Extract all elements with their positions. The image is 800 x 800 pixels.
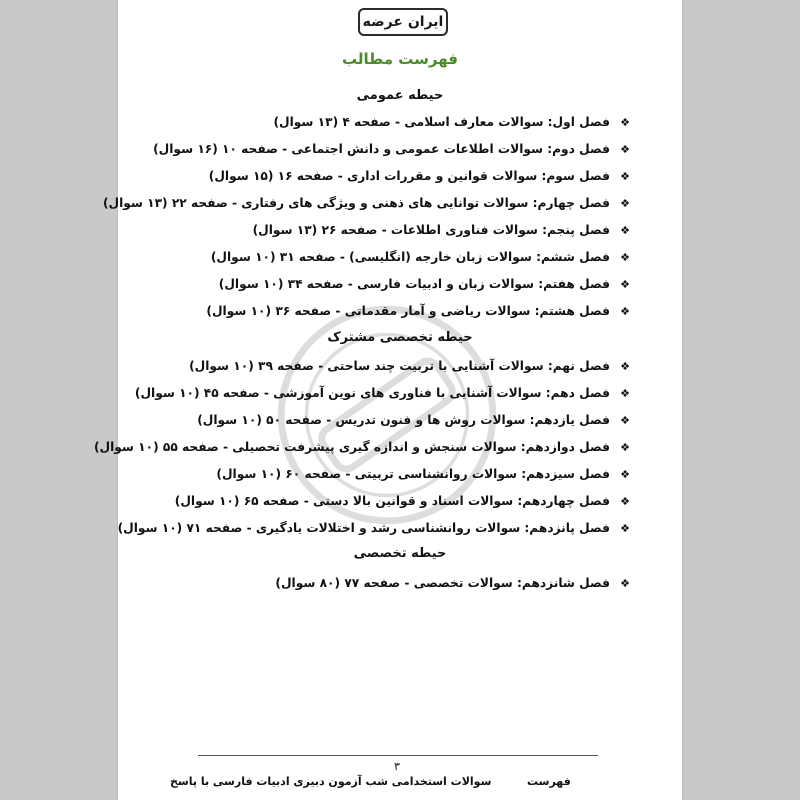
bullet-diamond-icon: ❖ [620,386,630,400]
bullet-diamond-icon: ❖ [620,196,630,210]
footer-section-label: فهرست [527,775,571,788]
toc-item[interactable] [175,491,632,511]
bullet-diamond-icon: ❖ [620,304,630,318]
brand-logo [358,8,448,36]
toc-item[interactable] [275,573,632,593]
toc-item[interactable] [118,518,632,538]
bullet-diamond-icon: ❖ [620,169,630,183]
bullet-diamond-icon: ❖ [620,115,630,129]
toc-item[interactable] [273,112,632,132]
bullet-diamond-icon: ❖ [620,223,630,237]
toc-item-label: فصل یازدهم: سوالات روش ها و فنون تدریس - صفحه ۵۰ (۱۰ سوال) [197,413,610,427]
toc-item-label: فصل چهاردهم: سوالات اسناد و قوانین بالا دستی - صفحه ۶۵ (۱۰ سوال) [174,494,610,508]
section-title-specialized: حیطه تخصصی [353,546,447,561]
toc-item-label: فصل پنجم: سوالات فناوری اطلاعات - صفحه ۲۶ (۱۳ سوال) [252,223,610,237]
toc-item[interactable] [211,247,632,267]
toc-item[interactable] [216,464,632,484]
toc-item[interactable] [153,139,632,159]
toc-item[interactable] [197,410,632,430]
page-title: فهرست مطالب [342,50,458,68]
section-title-common-specialized: حیطه تخصصی مشترک [327,330,473,345]
logo-text: ایران عرضه [362,14,444,30]
bullet-diamond-icon: ❖ [620,142,630,156]
toc-item-label: فصل سیزدهم: سوالات روانشناسی تربیتی - صفحه ۶۰ (۱۰ سوال) [216,467,610,481]
bullet-diamond-icon: ❖ [620,494,630,508]
bullet-diamond-icon: ❖ [620,467,630,481]
bullet-diamond-icon: ❖ [620,413,630,427]
toc-item-label: فصل دوم: سوالات اطلاعات عمومی و دانش اجتماعی - صفحه ۱۰ (۱۶ سوال) [153,142,610,156]
toc-item-label: فصل هشتم: سوالات ریاضی و آمار مقدماتی - صفحه ۳۶ (۱۰ سوال) [206,304,610,318]
bullet-diamond-icon: ❖ [620,277,630,291]
toc-item-label: فصل نهم: سوالات آشنایی با تربیت چند ساحتی - صفحه ۳۹ (۱۰ سوال) [189,359,610,373]
bullet-diamond-icon: ❖ [620,521,630,535]
toc-item-label: فصل هفتم: سوالات زبان و ادبیات فارسی - صفحه ۳۴ (۱۰ سوال) [218,277,610,291]
toc-item-label: فصل پانزدهم: سوالات روانشناسی رشد و اختلالات یادگیری - صفحه ۷۱ (۱۰ سوال) [117,521,610,535]
toc-item-label: فصل چهارم: سوالات توانایی های ذهنی و ویژگی های رفتاری - صفحه ۲۲ (۱۳ سوال) [102,196,610,210]
toc-item-label: فصل ششم: سوالات زبان خارجه (انگلیسی) - صفحه ۳۱ (۱۰ سوال) [210,250,610,264]
toc-item[interactable] [253,220,632,240]
section-title-general: حیطه عمومی [356,88,444,103]
footer-divider [198,755,598,756]
bullet-diamond-icon: ❖ [620,576,630,590]
toc-item-label: فصل اول: سوالات معارف اسلامی - صفحه ۴ (۱۳ سوال) [273,115,610,129]
toc-item[interactable] [209,166,632,186]
bullet-diamond-icon: ❖ [620,359,630,373]
toc-item-label: فصل سوم: سوالات قوانین و مقررات اداری - صفحه ۱۶ (۱۵ سوال) [208,169,610,183]
toc-item[interactable] [206,301,632,321]
page-number: ۳ [394,760,400,773]
toc-item[interactable] [94,437,632,457]
bullet-diamond-icon: ❖ [620,440,630,454]
toc-item[interactable] [103,193,632,213]
toc-item[interactable] [135,383,632,403]
toc-item-label: فصل دوازدهم: سوالات سنجش و اندازه گیری پیشرفت تحصیلی - صفحه ۵۵ (۱۰ سوال) [93,440,610,454]
footer-book-title: سوالات استخدامی شب آزمون دبیری ادبیات فارسی با پاسخ [170,775,492,788]
toc-item[interactable] [189,356,632,376]
toc-item-label: فصل شانزدهم: سوالات تخصصی - صفحه ۷۷ (۸۰ سوال) [275,576,610,590]
toc-item-label: فصل دهم: سوالات آشنایی با فناوری های نوین آموزشی - صفحه ۴۵ (۱۰ سوال) [134,386,610,400]
toc-item[interactable] [219,274,632,294]
bullet-diamond-icon: ❖ [620,250,630,264]
